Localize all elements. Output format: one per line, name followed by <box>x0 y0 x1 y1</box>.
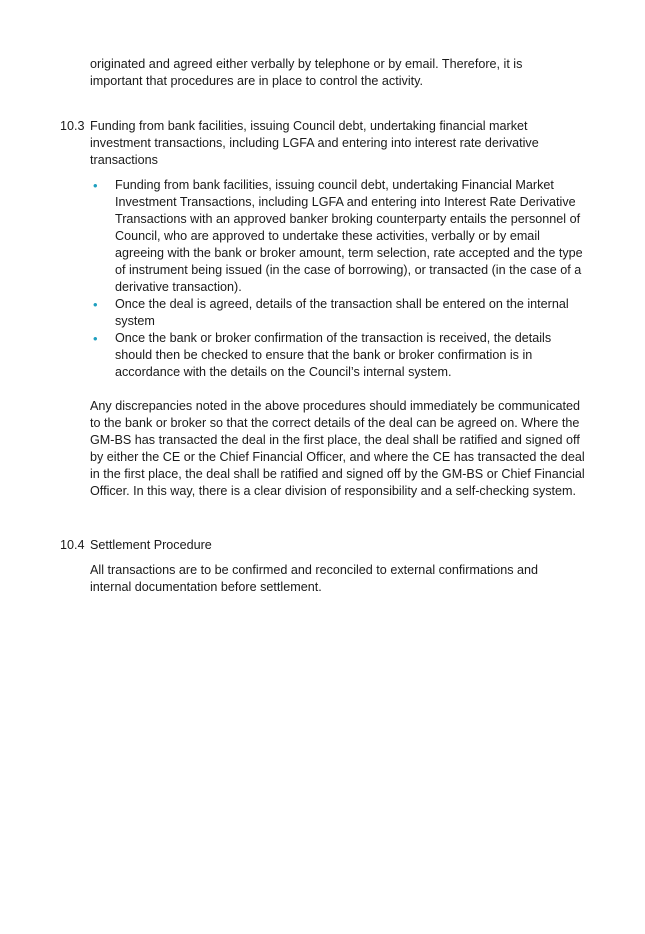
section-heading: Funding from bank facilities, issuing Council debt, undertaking financial market investment transactions, including LGFA and entering into interest rate derivative transactions <box>90 119 539 167</box>
settlement-paragraph: All transactions are to be confirmed and reconciled to external confirmations and internal documentation before settlement. <box>90 563 539 594</box>
discrepancies-paragraph: Any discrepancies noted in the above procedures should immediately be communicated to the bank or broker so that the correct details of the deal can be agreed on. Where the GM-BS has transacted the deal in the first place, the deal shall be ratified and signed off by either the CE or the Chief Financial Officer, and where the CE has transacted the deal in the first place, the deal shall be ratified and signed off by the GM-BS or Chief Financial Officer. In this way, there is a clear division of responsibility and a self-checking system. <box>90 399 585 498</box>
bullet-text: Once the bank or broker confirmation of the transaction is received, the details should then be checked to ensure that the bank or broker confirmation is in accordance with the details on the Council’s internal system. <box>115 331 552 379</box>
bullet-text: Funding from bank facilities, issuing council debt, undertaking Financial Market Investment Transactions, including LGFA and entering into Interest Rate Derivative Transactions with an approved banker broking counterparty entails the personnel of Council, who are approved to undertake these activities, verbally or by email agreeing with the bank or broker amount, term selection, rate accepted and the type of instrument being issued (in the case of borrowing), or transacted (in the case of a derivative transaction). <box>115 178 583 294</box>
intro-paragraph: originated and agreed either verbally by telephone or by email. Therefore, it is important that procedures are in place to control the activity. <box>90 57 523 88</box>
bullet-text: Once the deal is agreed, details of the transaction shall be entered on the internal system <box>115 297 569 328</box>
section-number: 10.4 <box>60 538 85 552</box>
list-item <box>93 330 585 381</box>
section-number: 10.3 <box>60 119 85 133</box>
bullet-icon: • <box>93 178 98 193</box>
list-item <box>93 296 585 330</box>
section-heading: Settlement Procedure <box>90 538 212 552</box>
bullet-list <box>60 177 590 381</box>
section-10-3 <box>60 118 590 500</box>
section-10-4 <box>60 537 590 596</box>
bullet-icon: • <box>93 331 98 346</box>
bullet-icon: • <box>93 297 98 312</box>
list-item <box>93 177 585 296</box>
